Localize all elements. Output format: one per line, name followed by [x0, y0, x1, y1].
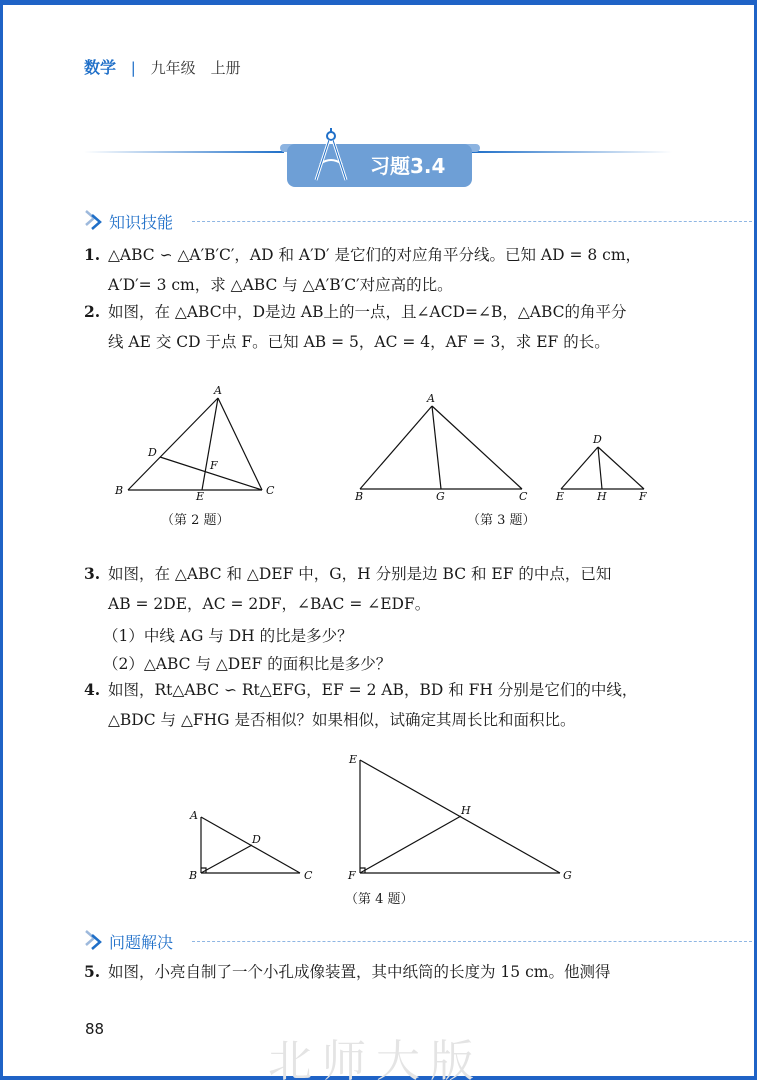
- label-A: A: [427, 392, 435, 405]
- figure-4-caption: （第 4 题）: [345, 892, 414, 907]
- label-A: A: [190, 809, 198, 822]
- figure-3-caption: （第 3 题）: [467, 513, 536, 528]
- problem-number: 3.: [84, 564, 101, 583]
- chevron-right-icon: [82, 928, 106, 952]
- label-B: B: [355, 490, 364, 503]
- title-rule-right: [472, 151, 672, 153]
- frame-left: [0, 0, 3, 1080]
- section-skills-label: 知识技能: [109, 213, 174, 232]
- label-E: E: [196, 490, 205, 502]
- label-C: C: [519, 490, 528, 503]
- label-E: E: [349, 753, 358, 766]
- label-F: F: [348, 869, 356, 882]
- figure-4: [180, 748, 580, 886]
- problem-5: [84, 957, 610, 987]
- label-H: H: [461, 804, 471, 817]
- problem-text: △ABC ∽ △A′B′C′，AD 和 A′D′ 是它们的对应角平分线。已知 AD = 8 cm，: [108, 246, 642, 264]
- figure-3: [348, 390, 658, 505]
- figure-2: [110, 382, 285, 502]
- figure-2-caption: （第 2 题）: [161, 513, 230, 528]
- compass-icon: [308, 126, 358, 184]
- problem-text: 如图，Rt△ABC ∽ Rt△EFG，EF = 2 AB，BD 和 FH 分别是它们的中线，: [108, 681, 638, 699]
- problem-3-part-2: （2）△ABC 与 △DEF 的面积比是多少？: [103, 655, 392, 673]
- problem-text: 如图，在 △ABC 和 △DEF 中，G，H 分别是边 BC 和 EF 的中点，已知: [108, 565, 612, 583]
- watermark: 北师大版: [268, 1036, 484, 1087]
- label-C: C: [304, 869, 313, 882]
- problem-text: 如图，小亮自制了一个小孔成像装置，其中纸筒的长度为 15 cm。他测得: [108, 963, 611, 981]
- problem-text: AB = 2DE，AC = 2DF，∠BAC = ∠EDF。: [108, 595, 431, 613]
- problem-1: [84, 240, 641, 300]
- section-rule: [192, 941, 752, 942]
- problem-3-part-1: （1）中线 AG 与 DH 的比是多少？: [103, 627, 353, 645]
- label-E: E: [556, 490, 565, 503]
- label-F: F: [639, 490, 647, 503]
- title-rule-left: [84, 151, 284, 153]
- label-D: D: [252, 833, 261, 846]
- label-F: F: [210, 459, 218, 472]
- section-solve-label: 问题解决: [109, 933, 174, 952]
- label-A: A: [214, 384, 222, 397]
- label-H: H: [597, 490, 607, 503]
- exercise-title: 习题3.4: [370, 154, 446, 178]
- section-rule: [192, 221, 752, 222]
- problem-number: 2.: [84, 302, 101, 321]
- grade-label: 九年级 上册: [150, 59, 241, 77]
- problem-3: [84, 559, 611, 619]
- problem-2: [84, 297, 627, 357]
- subject-label: 数学: [84, 58, 117, 77]
- problem-number: 5.: [84, 962, 101, 981]
- label-B: B: [115, 484, 124, 497]
- running-head: [84, 55, 241, 78]
- frame-top: [0, 0, 757, 5]
- label-D: D: [593, 433, 602, 446]
- header-separator: |: [130, 59, 136, 77]
- problem-number: 1.: [84, 245, 101, 264]
- problem-text: △BDC 与 △FHG 是否相似？如果相似，试确定其周长比和面积比。: [108, 711, 576, 729]
- problem-text: 线 AE 交 CD 于点 F。已知 AB = 5，AC = 4，AF = 3，求 EF 的长。: [108, 333, 610, 351]
- problem-4: [84, 675, 637, 735]
- problem-text: 如图，在 △ABC中，D是边 AB上的一点，且∠ACD=∠B，△ABC的角平分: [108, 303, 627, 321]
- label-G: G: [436, 490, 445, 503]
- label-C: C: [266, 484, 275, 497]
- page-number: 88: [85, 1020, 105, 1038]
- label-G: G: [563, 869, 572, 882]
- problem-number: 4.: [84, 680, 101, 699]
- label-D: D: [148, 446, 157, 459]
- problem-text: A′D′= 3 cm，求 △ABC 与 △A′B′C′对应高的比。: [108, 276, 453, 294]
- label-B: B: [189, 869, 198, 882]
- chevron-right-icon: [82, 208, 106, 232]
